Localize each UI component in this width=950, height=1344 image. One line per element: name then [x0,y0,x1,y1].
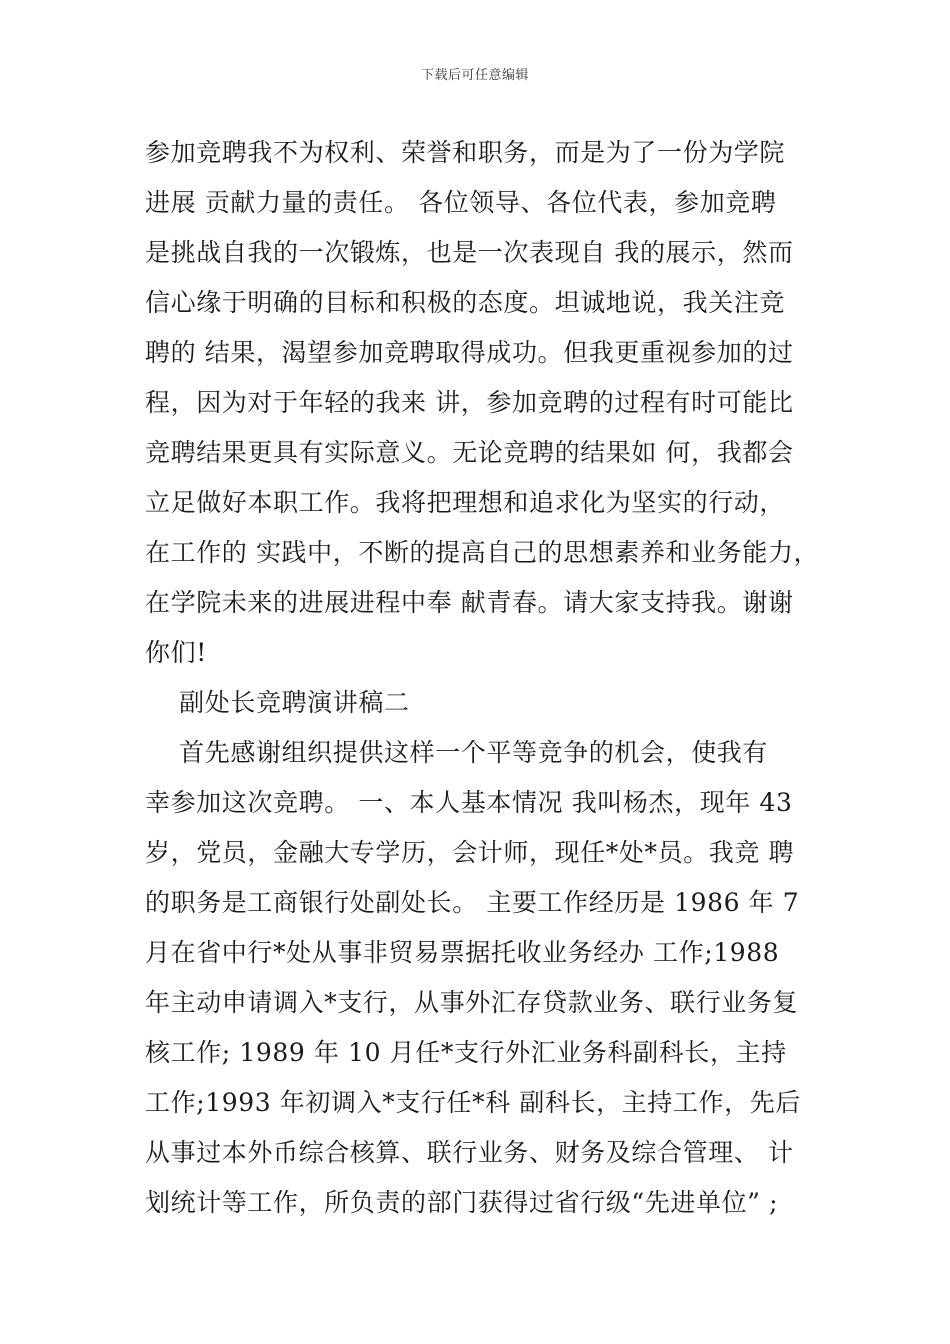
text-line: 进展 贡献力量的责任。 各位领导、各位代表，参加竞聘 [145,188,777,217]
text-line: 核工作; 1989 年 10 月任*支行外汇业务科副科长，主持 [145,1038,787,1067]
text-line: 是挑战自我的一次锻炼，也是一次表现自 我的展示，然而 [145,238,794,267]
text-line: 的职务是工商银行处副处长。 主要工作经历是 1986 年 7 [145,888,800,917]
text-line: 工作;1993 年初调入*支行任*科 副科长，主持工作，先后 [145,1088,801,1117]
text-line: 程，因为对于年轻的我来 讲，参加竞聘的过程有时可能比 [145,388,794,417]
text-line: 在学院未来的进展进程中奉 献青春。请大家支持我。谢谢 [145,588,794,617]
text-line: 首先感谢组织提供这样一个平等竞争的机会，使我有 [145,738,768,767]
text-line: 月在省中行*处从事非贸易票据托收业务经办 工作;1988 [145,938,780,967]
text-line: 从事过本外币综合核算、联行业务、财务及综合管理、 计 [145,1138,794,1167]
page-header: 下载后可任意编辑 [420,68,529,83]
text-line: 在工作的 实践中，不断的提高自己的思想素养和业务能力， [145,538,820,567]
text-line: 立足做好本职工作。我将把理想和追求化为坚实的行动， [145,488,786,517]
text-line: 岁，党员，金融大专学历，会计师，现任*处*员。我竞 聘 [145,838,795,867]
text-line: 划统计等工作，所负责的部门获得过省行级“先进单位” ; [145,1188,779,1217]
text-line: 参加竞聘我不为权利、荣誉和职务，而是为了一份为学院 [145,138,786,167]
text-line: 幸参加这次竞聘。 一、本人基本情况 我叫杨杰，现年 43 [145,788,793,817]
text-line: 竞聘结果更具有实际意义。无论竞聘的结果如 何，我都会 [145,438,794,467]
body-text [145,128,825,1228]
text-line: 信心缘于明确的目标和积极的态度。坦诚地说，我关注竞 [145,288,786,317]
text-line: 年主动申请调入*支行，从事外汇存贷款业务、联行业务复 [145,988,799,1017]
text-line: 你们! [145,638,207,667]
section-heading: 副处长竞聘演讲稿二 [145,688,410,717]
text-line: 聘的 结果，渴望参加竞聘取得成功。但我更重视参加的过 [145,338,794,367]
